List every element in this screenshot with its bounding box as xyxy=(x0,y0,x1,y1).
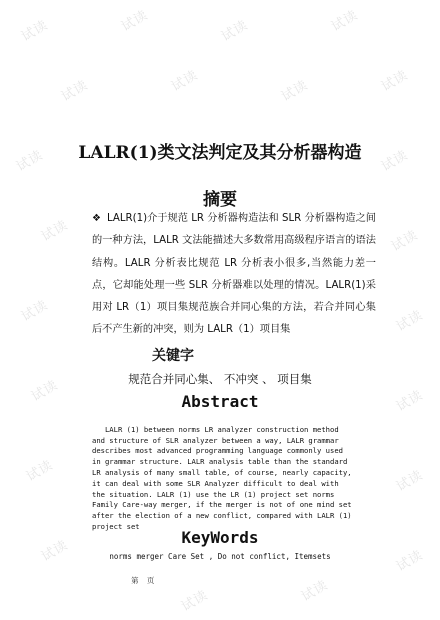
abstract-line-en: LR analysis of many small table, of course, nearly capacity, xyxy=(92,467,352,477)
abstract-heading-en: Abstract xyxy=(181,392,259,411)
watermark: 试读 xyxy=(394,387,426,415)
watermark: 试读 xyxy=(379,67,411,95)
watermark: 试读 xyxy=(14,147,46,175)
abstract-line-en: LALR (1) between norms LR analyzer construction method xyxy=(92,424,339,434)
watermark: 试读 xyxy=(389,227,421,255)
watermark: 试读 xyxy=(394,467,426,495)
watermark: 试读 xyxy=(394,547,426,575)
abstract-line-en: in grammar structure. LALR analysis table than the standard xyxy=(92,457,348,467)
keywords-heading-zh: 关键字 xyxy=(152,348,194,364)
watermark: 试读 xyxy=(119,7,151,35)
keywords-text-en: norms merger Care Set , Do not conflict, Itemsets xyxy=(109,552,331,561)
watermark: 试读 xyxy=(24,457,56,485)
watermark: 试读 xyxy=(219,17,251,45)
keywords-text-zh: 规范合并同心集、 不冲突 、 项目集 xyxy=(128,372,312,386)
abstract-line-en: describes most advanced programming language commonly used xyxy=(92,446,343,456)
watermark: 试读 xyxy=(279,77,311,105)
keywords-heading-en: KeyWords xyxy=(181,528,259,547)
watermark: 试读 xyxy=(329,7,361,35)
abstract-text-zh xyxy=(92,208,376,342)
watermark: 试读 xyxy=(379,147,411,175)
abstract-line-en: after the election of a new conflict, compared with LALR (1) xyxy=(92,511,352,521)
document-title: LALR(1)类文法判定及其分析器构造 xyxy=(78,143,362,163)
watermark: 试读 xyxy=(394,307,426,335)
watermark: 试读 xyxy=(29,377,61,405)
abstract-heading-zh: 摘要 xyxy=(203,190,237,210)
watermark: 试读 xyxy=(39,537,71,565)
page-number-footer: 第 页 xyxy=(131,576,155,585)
watermark: 试读 xyxy=(169,67,201,95)
abstract-line-en: the situation. LALR (1) use the LR (1) project set norms xyxy=(92,489,335,499)
abstract-body-zh: LALR(1)介于规范 LR 分析器构造法和 SLR 分析器构造之间的一种方法，LALR 文法能描述大多数常用高级程序语言的语法结构。LALR 分析表比规范 LR 分析表小很多,当然能力差一点，它却能处理一些 SLR 分析器难以处理的情况。LALR(1)采用对 LR（1）项目集规范族合并同心集的方法，若合并同心集后不产生新的冲突，则为 LALR（1）项目集 xyxy=(92,213,376,336)
abstract-line-en: project set xyxy=(92,521,140,531)
bullet-icon: ❖ xyxy=(92,213,101,224)
watermark: 试读 xyxy=(299,577,331,605)
watermark: 试读 xyxy=(59,77,91,105)
watermark: 试读 xyxy=(179,587,211,615)
watermark: 试读 xyxy=(39,217,71,245)
abstract-line-en: it can deal with some SLR Analyzer difficult to deal with xyxy=(92,478,339,488)
watermark: 试读 xyxy=(19,297,51,325)
abstract-line-en: Family Care-way merger, if the merger is not of one mind set xyxy=(92,500,352,510)
abstract-line-en: and structure of SLR analyzer between a way, LALR grammar xyxy=(92,435,339,445)
watermark: 试读 xyxy=(19,17,51,45)
